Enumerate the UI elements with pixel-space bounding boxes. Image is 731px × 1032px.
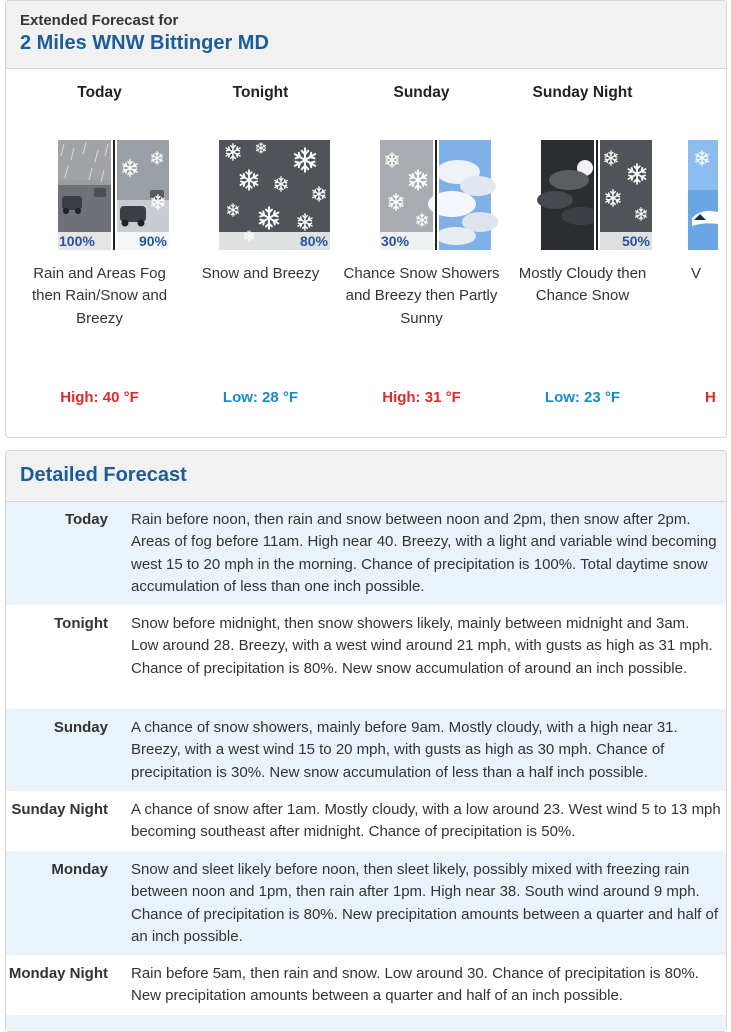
extended-forecast-panel [5,0,727,438]
detail-row-name: Today [64,511,108,528]
period-description: Snow and Breezy [201,265,320,282]
forecast-period-today[interactable] [19,68,180,436]
detail-row-next-partial [6,1015,726,1031]
extended-forecast-header [6,1,726,69]
detailed-forecast-panel [5,450,727,1032]
precip-chance-left: 100% [58,232,111,250]
precip-chance: 80% [219,232,330,250]
period-temperature: High: 31 °F [382,389,461,406]
detail-row-text: Rain before noon, then rain and snow between noon and 2pm, then snow after 2pm. Areas of fog before 11am. High near 40. Breezy, with a light and variable wind becoming west 15 to 20 mph in the morning. Chance of precipitation is 100%. Total daytime snow accumulation of less than one inch possible. [131,511,717,596]
detail-row-sunday [6,709,726,791]
snow-icon [219,140,330,250]
period-description: Rain and Areas Fog then Rain/Snow and Breezy [31,265,168,327]
extended-forecast-label: Extended Forecast for [20,12,179,29]
detail-row-tonight [6,605,726,709]
forecast-period-tonight[interactable] [180,68,341,436]
detail-row-text: Snow before midnight, then snow showers likely, mainly between midnight and 3am. Low around 28. Breezy, with a west wind around 21 mph, with gusts as high as 31 mph. Chance of precipitation is 80%. New snow accumulation of around an inch possible. [131,615,713,677]
detail-row-monday-night [6,955,726,1015]
period-description: Mostly Cloudy then Chance Snow [518,265,647,305]
precip-chance: 50% [598,232,652,250]
forecast-period-sunday-night[interactable] [502,68,663,436]
period-name: Sunday [393,84,450,101]
precip-chance: 30% [380,232,433,250]
period-temperature: High: 40 °F [60,389,139,406]
period-name: Sunday Night [532,84,633,101]
detail-row-name: Monday Night [8,965,108,982]
period-temperature: Low: 28 °F [222,389,299,406]
detail-row-today [6,502,726,605]
period-description: V [691,265,702,282]
period-description: Chance Snow Showers and Breezy then Partly Sunny [343,265,500,327]
cloudy-night-then-snow-icon [541,140,652,250]
detail-row-text: A chance of snow after 1am. Mostly cloudy, with a low around 23. West wind 5 to 13 mph becoming southeast after midnight. Chance of precipitation is 50%. [131,801,721,841]
period-name: Tonight [232,84,289,101]
detail-row-text: Rain before 5am, then rain and snow. Low around 30. Chance of precipitation is 80%. New precipitation amounts between a quarter and half of an inch possible. [131,965,699,1005]
detailed-forecast-header [6,451,726,502]
precip-chance-right: 90% [115,232,169,250]
detail-row-sunday-night [6,791,726,851]
forecast-period-sunday[interactable] [341,68,502,436]
rain-fog-then-snow-icon [58,140,169,250]
period-temperature: Low: 23 °F [544,389,621,406]
partial-next-icon [688,140,718,250]
detailed-forecast-title: Detailed Forecast [20,464,187,486]
detail-row-monday [6,851,726,955]
detail-row-name: Tonight [54,615,108,632]
forecast-location[interactable]: 2 Miles WNW Bittinger MD [20,32,269,54]
detail-row-text: A chance of snow showers, mainly before 9am. Mostly cloudy, with a high near 31. Breezy, with a west wind 15 to 20 mph, with gusts as high as 30 mph. Chance of precipitation is 30%. New snow accumulation of less than a half inch possible. [131,719,678,781]
forecast-period-next-partial[interactable] [663,68,723,436]
period-name: Today [77,84,122,101]
detail-row-text: Snow and sleet likely before noon, then sleet likely, possibly mixed with freezing rain between noon and 1pm, then rain after 1pm. High near 38. South wind around 9 mph. Chance of precipitation is 80%. New precipitation amounts between a quarter and half of an inch possible. [131,861,719,946]
detail-row-name: Sunday [53,719,108,736]
period-temperature: H [705,389,716,406]
snow-then-partly-sunny-icon [380,140,491,250]
detail-row-name: Monday [51,861,108,878]
detail-row-name: Sunday Night [11,801,108,818]
